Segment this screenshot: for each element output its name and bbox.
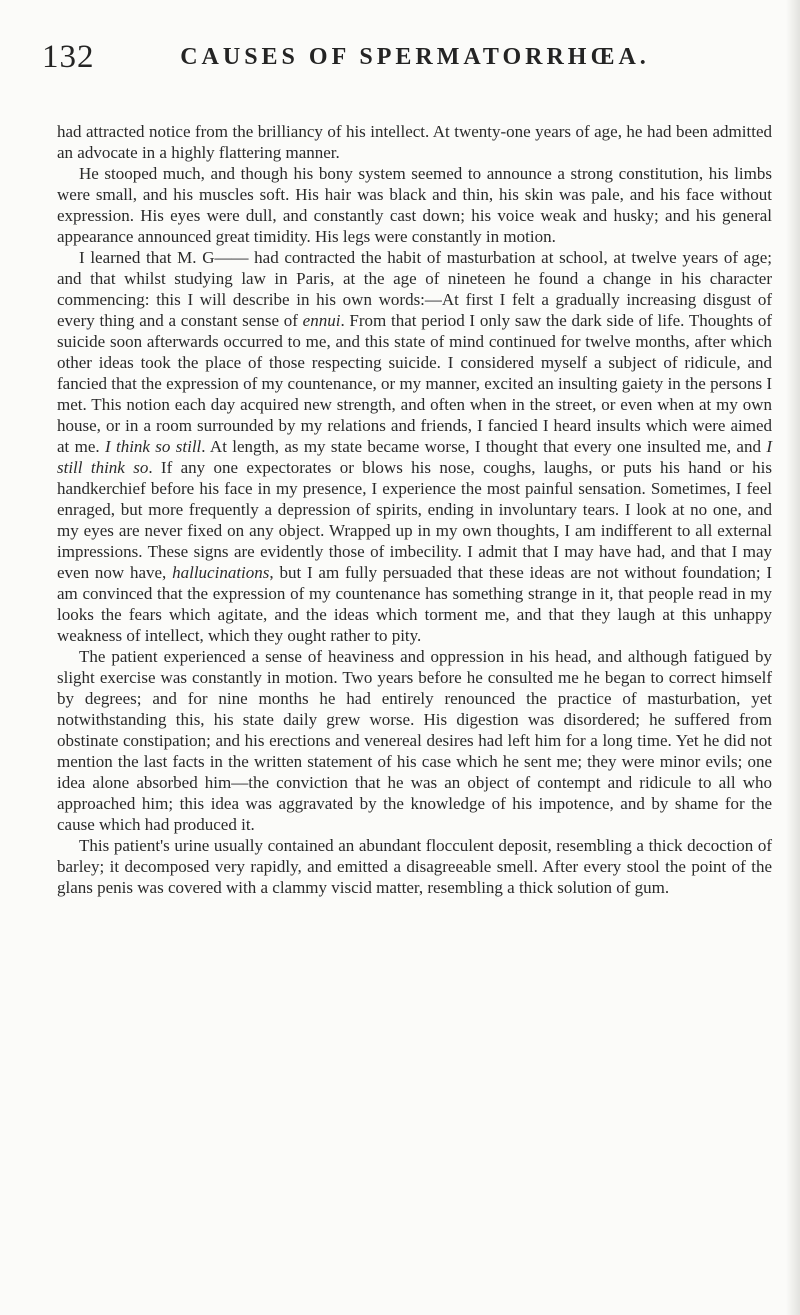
paragraph [57, 646, 772, 835]
paragraph [57, 835, 772, 898]
text-run: . At length, as my state became worse, I thought that every one insulted me, and [201, 437, 767, 456]
italic-text: I still think so [57, 437, 772, 477]
text-run: I learned that M. G—— had contracted the habit of masturbation at school, at twelve years of age; and that whilst studying law in Paris, at the age of nineteen he found a change in his character commencing: this I will describe in his own words:—At first I felt a gradually increasing disgust of every thing and a constant sense of [57, 248, 772, 330]
italic-text: ennui [302, 311, 341, 330]
paragraph [57, 247, 772, 646]
text-run: , but I am fully persuaded that these ideas are not without foundation; I am convinced that the expression of my countenance has something strange in it, that people read in my looks the fears which agitate, and the ideas which torment me, and that they laugh at this unhappy weakness of intellect, which they ought rather to pity. [57, 563, 772, 645]
paragraph [57, 163, 772, 247]
page-header [42, 37, 770, 77]
running-head: CAUSES OF SPERMATORRHŒA. [180, 44, 650, 70]
text-run: He stooped much, and though his bony system seemed to announce a strong constitution, his limbs were small, and his muscles soft. His hair was black and thin, his skin was pale, and his face without expression. His eyes were dull, and constantly cast down; his voice weak and husky; and his general appearance announced great timidity. His legs were constantly in motion. [57, 164, 772, 246]
page-number: 132 [42, 39, 95, 75]
paragraph [57, 121, 772, 163]
italic-text: I think so still [104, 437, 202, 456]
page-edge-shadow [786, 0, 800, 1315]
text-run: This patient's urine usually contained an abundant flocculent deposit, resembling a thick decoction of barley; it decomposed very rapidly, and emitted a disagreeable smell. After every stool the point of the glans penis was covered with a clammy viscid matter, resembling a thick solution of gum. [57, 836, 772, 897]
italic-text: hallucinations [172, 563, 270, 582]
text-run: . From that period I only saw the dark side of life. Thoughts of suicide soon afterwards occurred to me, and this state of mind continued for twelve months, after which other ideas took the place of those respecting suicide. I considered myself a subject of ridicule, and fancied that the expression of my countenance, or my manner, excited an insulting gaiety in the persons I met. This notion each day acquired new strength, and often when in the street, or even when at my own house, or in a room surrounded by my relations and friends, I fancied I heard insults which were aimed at me. [57, 311, 772, 456]
text-run: The patient experienced a sense of heaviness and oppression in his head, and although fatigued by slight exercise was constantly in motion. Two years before he consulted me he began to correct himself by degrees; and for nine months he had entirely renounced the practice of masturbation, yet notwithstanding this, his state daily grew worse. His digestion was disordered; he suffered from obstinate constipation; and his erections and venereal desires had left him for a long time. Yet he did not mention the last facts in the written statement of his case which he sent me; they were minor evils; one idea alone absorbed him—the conviction that he was an object of contempt and ridicule to all who approached him; this idea was aggravated by the knowledge of his impotence, and by shame for the cause which had produced it. [57, 647, 772, 834]
body-text [57, 121, 772, 898]
text-run: . If any one expectorates or blows his nose, coughs, laughs, or puts his hand or his handkerchief before his face in my presence, I experience the most painful sensation. Sometimes, I feel enraged, but more frequently a depression of spirits, ending in involuntary tears. I look at no one, and my eyes are never fixed on any object. Wrapped up in my own thoughts, I am indifferent to all external impressions. These signs are evidently those of imbecility. I admit that I may have had, and that I may even now have, [57, 458, 772, 582]
text-run: had attracted notice from the brilliancy of his intellect. At twenty-one years of age, he had been admitted an advocate in a highly flattering manner. [57, 122, 772, 162]
